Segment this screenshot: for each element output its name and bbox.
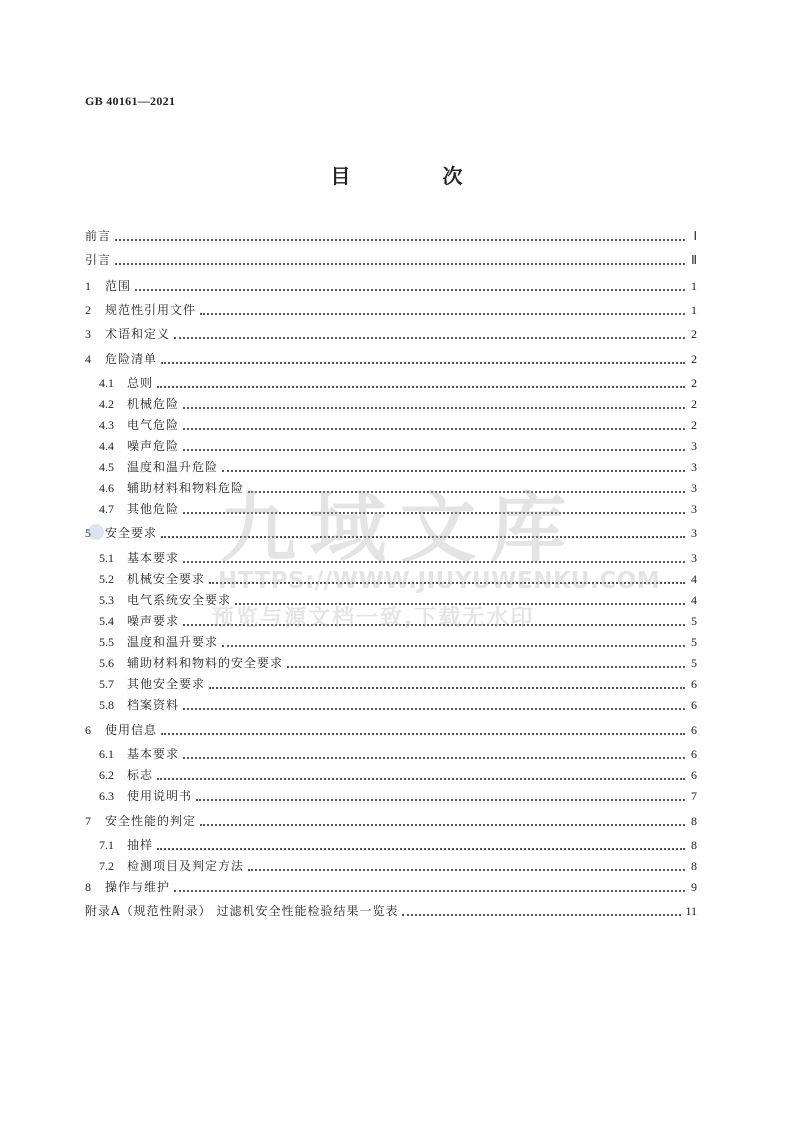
toc-leader-dots (161, 361, 685, 364)
toc-leader-dots (174, 889, 685, 892)
toc-entry[interactable] (85, 324, 697, 344)
toc-entry-page: 1 (691, 303, 697, 317)
toc-entry[interactable] (99, 856, 697, 876)
toc-leader-dots (183, 448, 685, 451)
toc-entry-label: 危险清单 (105, 352, 158, 366)
toc-entry-page: 2 (691, 352, 697, 366)
toc-entry-label: 其他安全要求 (127, 677, 206, 691)
toc-entry[interactable] (85, 349, 697, 369)
toc-entry-label: 辅助材料和物料危险 (127, 481, 245, 495)
toc-entry-label: 温度和温升危险 (127, 460, 219, 474)
toc-entry-label: 前言 (85, 229, 112, 243)
toc-entry-page: 8 (691, 814, 697, 828)
toc-entry-label: 噪声危险 (127, 439, 180, 453)
toc-entry-page: 11 (685, 904, 697, 918)
toc-entry-page: 2 (691, 418, 697, 432)
toc-leader-dots (135, 288, 685, 291)
toc-leader-dots (200, 823, 685, 826)
toc-entry-number: 4 (85, 352, 91, 366)
toc-entry[interactable] (99, 786, 697, 806)
toc-entry-label: 引言 (85, 253, 112, 267)
toc-entry-page: 6 (691, 747, 697, 761)
toc-entry-page: Ⅰ (693, 229, 697, 243)
toc-leader-dots (287, 665, 685, 668)
toc-leader-dots (157, 385, 685, 388)
toc-entry[interactable] (99, 415, 697, 435)
toc-leader-dots (200, 312, 685, 315)
toc-entry-page: 6 (691, 768, 697, 782)
toc-entry-number: 2 (85, 303, 91, 317)
toc-entry-page: 6 (691, 723, 697, 737)
toc-entry-label: 术语和定义 (105, 327, 171, 341)
toc-entry-number: 5.6 (99, 656, 114, 670)
toc-leader-dots (115, 238, 685, 241)
toc-entry-page: 8 (691, 859, 697, 873)
toc-entry-page: 3 (691, 439, 697, 453)
toc-entry[interactable] (85, 877, 697, 897)
toc-entry-label: 噪声要求 (127, 614, 180, 628)
toc-entry-number: 5.5 (99, 635, 114, 649)
toc-entry-page: 7 (691, 789, 697, 803)
toc-entry-page: 8 (691, 838, 697, 852)
toc-leader-dots (209, 686, 685, 689)
toc-entry[interactable] (85, 250, 697, 270)
toc-leader-dots (196, 798, 685, 801)
toc-entry-number: 5.7 (99, 677, 114, 691)
toc-entry-number: 5.2 (99, 572, 114, 586)
toc-leader-dots (183, 560, 685, 563)
toc-leader-dots (161, 535, 685, 538)
toc-entry-label: 电气危险 (127, 418, 180, 432)
toc-entry-page: 3 (691, 481, 697, 495)
toc-leader-dots (235, 602, 685, 605)
toc-entry[interactable] (85, 276, 697, 296)
toc-entry-number: 6 (85, 723, 91, 737)
toc-entry[interactable] (85, 901, 697, 921)
toc-entry-page: 6 (691, 677, 697, 691)
toc-entry-number: 7.1 (99, 838, 114, 852)
toc-leader-dots (183, 511, 685, 514)
toc-leader-dots (222, 469, 685, 472)
toc-entry[interactable] (99, 835, 697, 855)
toc-leader-dots (183, 427, 685, 430)
toc-entry[interactable] (99, 548, 697, 568)
toc-leader-dots (157, 847, 685, 850)
toc-entry-number: 5.8 (99, 698, 114, 712)
toc-entry-page: 5 (691, 614, 697, 628)
toc-entry-label: 范围 (105, 279, 132, 293)
toc-entry[interactable] (85, 523, 697, 543)
toc-leader-dots (222, 644, 685, 647)
toc-entry-number: 1 (85, 279, 91, 293)
toc-entry[interactable] (99, 499, 697, 519)
toc-entry[interactable] (99, 436, 697, 456)
toc-entry[interactable] (85, 720, 697, 740)
toc-entry[interactable] (99, 590, 697, 610)
toc-entry-label: 温度和温升要求 (127, 635, 219, 649)
toc-entry-label: 使用信息 (105, 723, 158, 737)
watermark-slogan: 预览与源文档一致,下载无水印 (212, 606, 535, 631)
toc-entry-number: 4.1 (99, 376, 114, 390)
toc-entry[interactable] (99, 674, 697, 694)
toc-entry-label: 抽样 (127, 838, 154, 852)
toc-entry-number: 6.2 (99, 768, 114, 782)
toc-entry-label: 附录A（规范性附录） 过滤机安全性能检验结果一览表 (85, 904, 399, 918)
toc-entry-page: 2 (691, 376, 697, 390)
toc-entry-page: 5 (691, 635, 697, 649)
toc-entry-page: 3 (691, 526, 697, 540)
toc-entry-label: 电气系统安全要求 (127, 593, 232, 607)
toc-entry-page: 3 (691, 460, 697, 474)
toc-entry-label: 档案资料 (127, 698, 180, 712)
toc-entry-number: 3 (85, 327, 91, 341)
toc-entry[interactable] (99, 373, 697, 393)
toc-entry-number: 4.3 (99, 418, 114, 432)
toc-entry[interactable] (99, 744, 697, 764)
toc-entry-number: 4.5 (99, 460, 114, 474)
toc-entry-page: 4 (691, 593, 697, 607)
toc-title: 目 次 (330, 164, 499, 188)
toc-entry[interactable] (99, 611, 697, 631)
toc-entry-number: 7.2 (99, 859, 114, 873)
toc-leader-dots (248, 490, 685, 493)
toc-entry-number: 5.3 (99, 593, 114, 607)
toc-entry-label: 其他危险 (127, 502, 180, 516)
toc-entry-label: 使用说明书 (127, 789, 193, 803)
toc-leader-dots (115, 262, 685, 265)
toc-entry-page: 2 (691, 397, 697, 411)
toc-entry-label: 机械安全要求 (127, 572, 206, 586)
toc-entry-page: 9 (691, 880, 697, 894)
toc-entry[interactable] (85, 300, 697, 320)
toc-entry-label: 安全性能的判定 (105, 814, 197, 828)
toc-leader-dots (402, 913, 681, 916)
toc-entry[interactable] (85, 226, 697, 246)
toc-entry-number: 4.6 (99, 481, 114, 495)
watermark-url: HTTPS://WWW.JIUYUWENKU.COM (218, 568, 661, 594)
toc-entry-label: 检测项目及判定方法 (127, 859, 245, 873)
toc-leader-dots (209, 581, 685, 584)
toc-leader-dots (183, 707, 685, 710)
toc-entry-number: 5.4 (99, 614, 114, 628)
standard-code: GB 40161—2021 (85, 94, 176, 108)
toc-entry-number: 4.4 (99, 439, 114, 453)
toc-entry-number: 8 (85, 880, 91, 894)
toc-entry-number: 7 (85, 814, 91, 828)
toc-entry-page: 1 (691, 279, 697, 293)
toc-entry-label: 基本要求 (127, 747, 180, 761)
toc-entry[interactable] (99, 632, 697, 652)
toc-entry-page: 3 (691, 502, 697, 516)
toc-entry-label: 总则 (127, 376, 154, 390)
toc-entry-label: 安全要求 (105, 526, 158, 540)
toc-entry[interactable] (99, 765, 697, 785)
toc-entry[interactable] (99, 478, 697, 498)
toc-entry-label: 标志 (127, 768, 154, 782)
watermark-brand: 九域文库 (220, 484, 580, 573)
toc-leader-dots (183, 406, 685, 409)
toc-leader-dots (161, 732, 685, 735)
toc-entry-label: 辅助材料和物料的安全要求 (127, 656, 284, 670)
toc-entry-page: 3 (691, 551, 697, 565)
toc-entry[interactable] (99, 569, 697, 589)
toc-entry-number: 6.3 (99, 789, 114, 803)
toc-entry[interactable] (99, 457, 697, 477)
toc-entry-page: 6 (691, 698, 697, 712)
toc-leader-dots (183, 756, 685, 759)
toc-entry-page: 5 (691, 656, 697, 670)
toc-entry[interactable] (99, 695, 697, 715)
toc-leader-dots (157, 777, 685, 780)
toc-entry-number: 5 (85, 526, 91, 540)
toc-entry-number: 4.7 (99, 502, 114, 516)
toc-entry-label: 基本要求 (127, 551, 180, 565)
toc-entry-page: 4 (691, 572, 697, 586)
toc-entry[interactable] (99, 653, 697, 673)
toc-leader-dots (174, 336, 685, 339)
toc-entry-number: 5.1 (99, 551, 114, 565)
toc-entry-number: 4.2 (99, 397, 114, 411)
toc-entry[interactable] (99, 394, 697, 414)
toc-entry-page: Ⅱ (691, 253, 697, 267)
toc-entry[interactable] (85, 811, 697, 831)
toc-entry-page: 2 (691, 327, 697, 341)
toc-entry-label: 机械危险 (127, 397, 180, 411)
toc-entry-number: 6.1 (99, 747, 114, 761)
toc-leader-dots (183, 623, 685, 626)
toc-leader-dots (248, 868, 685, 871)
toc-entry-label: 操作与维护 (105, 880, 171, 894)
toc-entry-label: 规范性引用文件 (105, 303, 197, 317)
